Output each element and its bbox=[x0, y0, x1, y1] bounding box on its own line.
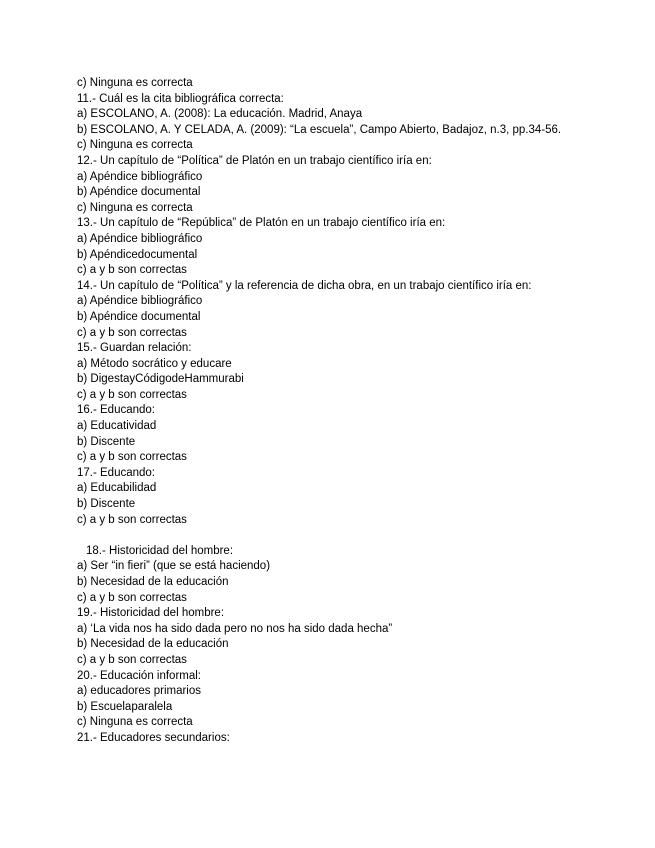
text-line: a) ‘La vida nos ha sido dada pero no nos ha sido dada hecha” bbox=[77, 622, 393, 635]
text-line: a) Educatividad bbox=[77, 420, 157, 433]
text-line: b) Discente bbox=[77, 435, 136, 448]
text-line: c) a y b son correctas bbox=[77, 451, 187, 464]
text-line: b) Discente bbox=[77, 498, 136, 511]
text-line: c) Ninguna es correcta bbox=[77, 201, 193, 214]
question-18: 18.- Historicidad del hombre: bbox=[86, 544, 234, 557]
question-12: 12.- Un capítulo de “Política” de Platón en un trabajo científico iría en: bbox=[77, 154, 432, 167]
text-line: c) Ninguna es correcta bbox=[77, 139, 193, 152]
text-line: c) a y b son correctas bbox=[77, 388, 187, 401]
question-15: 15.- Guardan relación: bbox=[77, 342, 192, 355]
text-line: c) a y b son correctas bbox=[77, 326, 187, 339]
text-line: b) Escuelaparalela bbox=[77, 700, 173, 713]
text-line: b) DigestayCódigodeHammurabi bbox=[77, 373, 244, 386]
question-11: 11.- Cuál es la cita bibliográfica correcta: bbox=[77, 92, 284, 105]
question-17: 17.- Educando: bbox=[77, 466, 156, 479]
question-20: 20.- Educación informal: bbox=[77, 669, 202, 682]
question-19: 19.- Historicidad del hombre: bbox=[77, 607, 225, 620]
text-line: a) Ser “in fieri” (que se está haciendo) bbox=[77, 560, 271, 573]
text-line: b) Necesidad de la educación bbox=[77, 576, 229, 588]
text-line: c) Ninguna es correcta bbox=[77, 716, 193, 729]
text-line: b) Apéndice documental bbox=[77, 186, 201, 199]
text-line: c) a y b son correctas bbox=[77, 264, 187, 277]
question-14: 14.- Un capítulo de “Política” y la referencia de dicha obra, en un trabajo científico iría en: bbox=[77, 279, 532, 292]
text-line: c) a y b son correctas bbox=[77, 591, 187, 604]
text-line: b) Apéndicedocumental bbox=[77, 248, 198, 261]
blank-line bbox=[77, 528, 617, 544]
question-21: 21.- Educadores secundarios: bbox=[77, 731, 230, 744]
text-line: c) a y b son correctas bbox=[77, 513, 187, 526]
text-line: b) ESCOLANO, A. Y CELADA, A. (2009): “La escuela”, Campo Abierto, Badajoz, n.3, pp.34-56. bbox=[77, 123, 562, 136]
text-line: a) Apéndice bibliográfico bbox=[77, 232, 203, 245]
text-line: a) Método socrático y educare bbox=[77, 357, 232, 370]
text-line: a) Apéndice bibliográfico bbox=[77, 170, 203, 183]
text-line: a) educadores primarios bbox=[77, 685, 202, 698]
text-line: a) Educabilidad bbox=[77, 482, 157, 495]
text-line: b) Necesidad de la educación bbox=[77, 638, 229, 651]
question-16: 16.- Educando: bbox=[77, 404, 156, 417]
text-line: c) Ninguna es correcta bbox=[77, 77, 193, 89]
question-13: 13.- Un capítulo de “República” de Platón en un trabajo científico iría en: bbox=[77, 217, 446, 230]
text-line: c) a y b son correctas bbox=[77, 653, 187, 666]
text-line: b) Apéndice documental bbox=[77, 310, 201, 323]
document-text bbox=[77, 76, 617, 747]
text-line: a) ESCOLANO, A. (2008): La educación. Madrid, Anaya bbox=[77, 108, 363, 121]
text-line: a) Apéndice bibliográfico bbox=[77, 295, 203, 308]
